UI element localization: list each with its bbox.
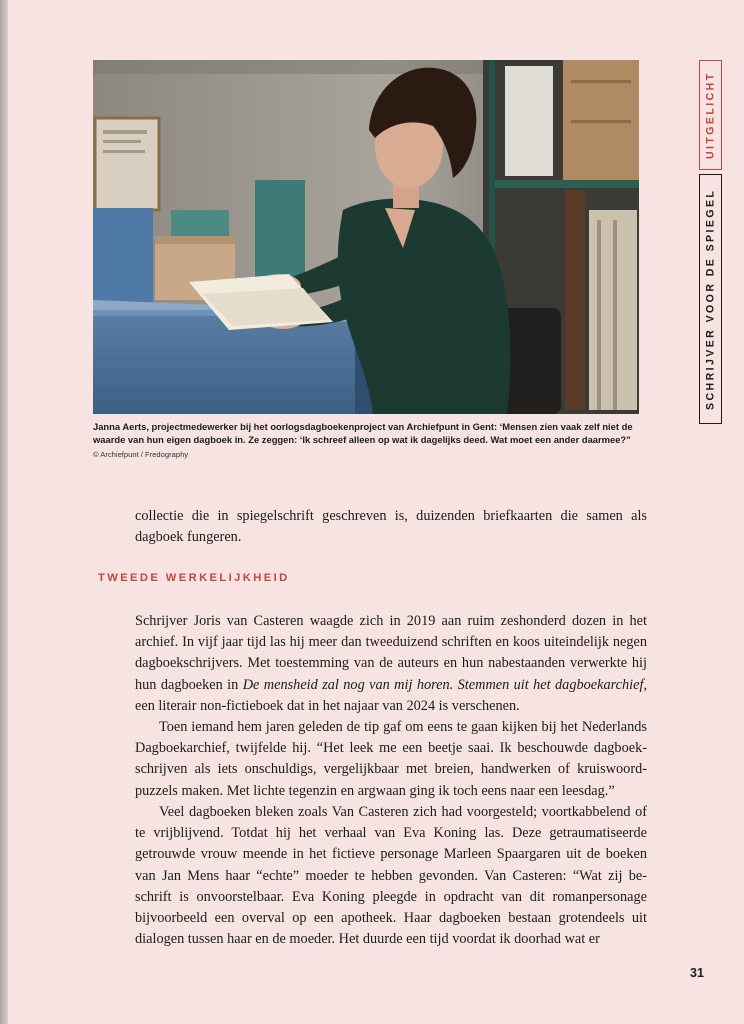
photo-caption [93,420,639,461]
paragraph-2-end: , een literair non-fictieboek dat in het najaar van 2024 is verschenen. [135,676,648,714]
section-heading: TWEEDE WERKELIJKHEID [98,572,290,584]
magazine-page [8,0,744,1024]
page-edge [0,0,8,1024]
paragraph-1: collectie die in spiegelschrift geschreven is, duizenden briefkaarten die samen als dagboek fungeren. [135,508,647,546]
paragraph-2 [135,611,647,717]
archive-photo [93,60,639,414]
page-number: 31 [690,966,704,980]
book-title: De mensheid zal nog van mij horen. Stemmen uit het dagboekarchief [242,676,644,693]
paragraph-3: Toen iemand hem jaren geleden de tip gaf om eens te gaan kijken bij het Nederlands Dagboekarchief, twijfelde hij. “Het leek me een beetje saai. Ik beschouwde dagboek-schrijven als iets onschuldigs, vergelijkbaar met breien, handwerken of kruiswoord-puzzels maken. Met lichte tegenzin en argwaan ging ik toch eens naar een leesdag.” [135,719,647,799]
series-tab: SCHRIJVER VOOR DE SPIEGEL [699,174,722,424]
paragraph-2-start: Schrijver Joris van Casteren waagde zich in 2019 aan ruim zeshonderd dozen in het archief. In vijf jaar tijd las hij meer dan tweeduizend schriften en koos uiteindelijk negen dagboekschrijvers. Met toestemming van de auteurs en hun nabestaanden verwerkte hij hun dagboeken in [135,613,647,693]
caption-text: Janna Aerts, projectmedewerker bij het oorlogsdagboekenproject van Archiefpunt in Gent: ‘Mensen zien vaak zelf niet de waarde van hun eigen dagboek in. Ze zeggen: ‘Ik schreef alleen op wat ik dagelijks deed. Wat moet een ander daarmee?” [93,421,633,446]
photo-credit: © Archiefpunt / Fredography [93,449,189,459]
section-tab-uitgelicht: UITGELICHT [699,60,722,170]
paragraph-4: Veel dagboeken bleken zoals Van Casteren zich had voorgesteld; voortkabbelend of te vrijblijvend. Totdat hij het verhaal van Eva Koning las. Deze getraumatiseerde getrouwde vrouw meende in het fictieve personage Marleen Spaargaren uit de boeken van Jan Mens haar “echte” moeder te hebben gevonden. Van Casteren: “Wat zij be-schrift is onvoorstelbaar. Eva Koning pleegde in opdracht van dit romanpersonage bijvoorbeeld een overval op een apotheek. Haar dagboeken bestaan grotendeels uit dialogen tussen haar en de moeder. Het duurde een tijd voordat ik doorhad wat er [135,804,647,948]
